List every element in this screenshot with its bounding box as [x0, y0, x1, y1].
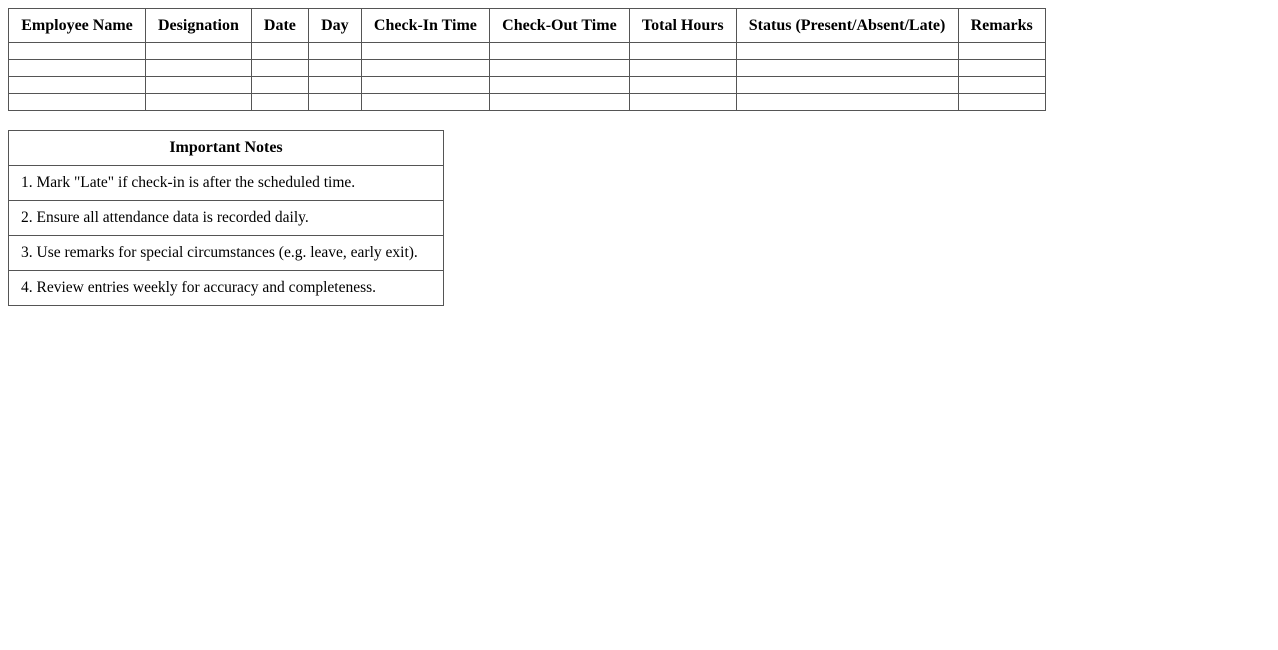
designation-cell[interactable] — [146, 94, 252, 111]
header-check-in-time: Check-In Time — [361, 9, 489, 43]
employee-name-cell[interactable] — [9, 94, 146, 111]
employee-name-cell[interactable] — [9, 77, 146, 94]
header-designation: Designation — [146, 9, 252, 43]
table-row — [9, 43, 1046, 60]
check-out-cell[interactable] — [489, 94, 629, 111]
notes-header — [9, 131, 444, 166]
date-cell[interactable] — [251, 94, 308, 111]
note-item: 2. Ensure all attendance data is recorded daily. — [9, 201, 444, 236]
total-hours-cell[interactable] — [629, 43, 736, 60]
date-cell[interactable] — [251, 77, 308, 94]
note-item: 4. Review entries weekly for accuracy and completeness. — [9, 271, 444, 306]
remarks-cell[interactable] — [958, 43, 1045, 60]
check-in-cell[interactable] — [361, 77, 489, 94]
list-item — [9, 201, 444, 236]
total-hours-cell[interactable] — [629, 60, 736, 77]
check-out-cell[interactable] — [489, 60, 629, 77]
designation-cell[interactable] — [146, 43, 252, 60]
check-in-cell[interactable] — [361, 94, 489, 111]
check-in-cell[interactable] — [361, 43, 489, 60]
table-row — [9, 60, 1046, 77]
day-cell[interactable] — [308, 77, 361, 94]
total-hours-cell[interactable] — [629, 94, 736, 111]
list-item — [9, 166, 444, 201]
remarks-cell[interactable] — [958, 60, 1045, 77]
attendance-table — [8, 8, 1046, 111]
note-item: 1. Mark "Late" if check-in is after the scheduled time. — [9, 166, 444, 201]
check-in-cell[interactable] — [361, 60, 489, 77]
list-item — [9, 271, 444, 306]
check-out-cell[interactable] — [489, 43, 629, 60]
header-date: Date — [251, 9, 308, 43]
important-notes-table — [8, 130, 444, 306]
header-employee-name: Employee Name — [9, 9, 146, 43]
notes-title-row — [9, 131, 444, 166]
employee-name-cell[interactable] — [9, 60, 146, 77]
status-cell[interactable] — [736, 77, 958, 94]
list-item — [9, 236, 444, 271]
check-out-cell[interactable] — [489, 77, 629, 94]
header-status: Status (Present/Absent/Late) — [736, 9, 958, 43]
status-cell[interactable] — [736, 43, 958, 60]
table-row — [9, 94, 1046, 111]
employee-name-cell[interactable] — [9, 43, 146, 60]
date-cell[interactable] — [251, 60, 308, 77]
notes-title: Important Notes — [9, 131, 444, 166]
header-row — [9, 9, 1046, 43]
day-cell[interactable] — [308, 43, 361, 60]
header-day: Day — [308, 9, 361, 43]
remarks-cell[interactable] — [958, 77, 1045, 94]
day-cell[interactable] — [308, 60, 361, 77]
remarks-cell[interactable] — [958, 94, 1045, 111]
attendance-table-header — [9, 9, 1046, 43]
header-check-out-time: Check-Out Time — [489, 9, 629, 43]
day-cell[interactable] — [308, 94, 361, 111]
notes-body — [9, 166, 444, 306]
status-cell[interactable] — [736, 94, 958, 111]
status-cell[interactable] — [736, 60, 958, 77]
header-total-hours: Total Hours — [629, 9, 736, 43]
date-cell[interactable] — [251, 43, 308, 60]
designation-cell[interactable] — [146, 60, 252, 77]
attendance-table-body — [9, 43, 1046, 111]
total-hours-cell[interactable] — [629, 77, 736, 94]
note-item: 3. Use remarks for special circumstances (e.g. leave, early exit). — [9, 236, 444, 271]
designation-cell[interactable] — [146, 77, 252, 94]
header-remarks: Remarks — [958, 9, 1045, 43]
table-row — [9, 77, 1046, 94]
